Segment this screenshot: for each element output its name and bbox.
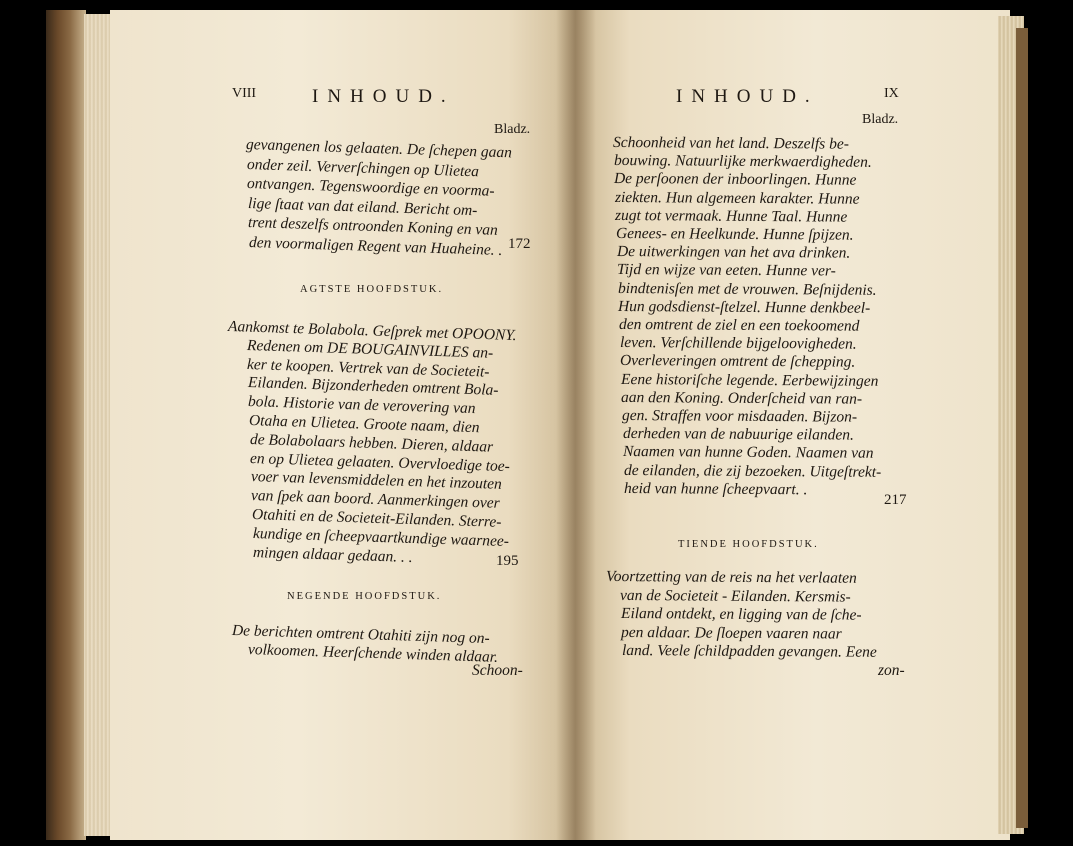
- left-block2-line: en op Ulietea gelaaten. Overvloedige toe-: [249, 449, 511, 475]
- right-block1-line: Naamen van hunne Goden. Naamen van: [623, 443, 874, 463]
- chapter-9-title: NEGENDE HOOFDSTUK.: [287, 591, 442, 602]
- chapter-8-title: AGTSTE HOOFDSTUK.: [300, 284, 444, 295]
- right-block2-line: pen aldaar. De ſloepen vaaren naar: [621, 623, 842, 643]
- right-block1-line: De uitwerkingen van het ava drinken.: [616, 243, 850, 262]
- right-block1-line: de eilanden, die zij bezoeken. Uitgeſtrekt-: [623, 461, 882, 481]
- right-block1-line: Schoonheid van het land. Deszelfs be-: [612, 134, 849, 153]
- left-block2-line: van ſpek aan boord. Aanmerkingen over: [251, 487, 501, 512]
- left-block1-line: den voormaligen Regent van Huaheine. .: [248, 234, 503, 259]
- right-block1-line: ziekten. Hun algemeen karakter. Hunne: [614, 188, 860, 208]
- left-block3-line: De berichten omtrent Otahiti zijn nog on-: [231, 622, 490, 648]
- left-page-number: VIII: [232, 86, 257, 101]
- left-page-ref-195: 195: [496, 553, 519, 569]
- left-block2-line: mingen aldaar gedaan. . .: [252, 543, 414, 566]
- left-block1-line: lige ſtaat van dat eiland. Bericht om-: [247, 194, 478, 220]
- chapter-10-title: TIENDE HOOFDSTUK.: [678, 539, 819, 550]
- left-block1-line: ontvangen. Tegenswoordige en voorma-: [246, 175, 496, 200]
- back-cover-edge: [1016, 28, 1028, 828]
- right-block1-line: Hun godsdienst-ſtelzel. Hunne denkbeel-: [618, 297, 871, 317]
- left-catchword: Schoon-: [472, 662, 523, 679]
- left-block1-line: trent deszelfs ontroonden Koning en van: [248, 214, 499, 240]
- left-block2-line: ker te koopen. Vertrek van de Societeit-: [246, 355, 490, 381]
- right-block1-line: heid van hunne ſcheepvaart. .: [624, 479, 808, 499]
- right-block1-line: bouwing. Natuurlijke merkwaerdigheden.: [613, 152, 872, 171]
- book-gutter: [556, 10, 596, 840]
- left-block3-line: volkoomen. Heerſchende winden aldaar.: [248, 641, 499, 666]
- left-block2-line: kundige en ſcheepvaartkundige waarnee-: [252, 524, 509, 550]
- left-block2-line: Redenen om DE BOUGAINVILLES an-: [246, 336, 493, 362]
- right-block1-line: Tijd en wijze van eeten. Hunne ver-: [617, 261, 837, 280]
- left-block2-line: de Bolabolaars hebben. Dieren, aldaar: [249, 430, 493, 456]
- left-block2-line: bola. Historie van de verovering van: [248, 393, 477, 418]
- right-block2-line: van de Societeit - Eilanden. Kersmis-: [620, 586, 852, 606]
- left-block2-line: voer van levensmiddelen en het inzouten: [250, 468, 502, 494]
- open-book: [46, 10, 1028, 840]
- right-block1-line: Genees- en Heelkunde. Hunne ſpijzen.: [615, 225, 854, 244]
- left-block2-line: Eilanden. Bijzonderheden omtrent Bola-: [247, 374, 499, 400]
- right-block1-line: derheden van de nabuurige eilanden.: [622, 425, 854, 444]
- right-block2-line: land. Veele ſchildpadden gevangen. Eene: [621, 642, 877, 662]
- left-block1-line: onder zeil. Ververſchingen op Ulietea: [246, 155, 479, 180]
- right-page-ref-217: 217: [884, 492, 907, 508]
- left-block2-line: Otahiti en de Societeit-Eilanden. Sterre-: [251, 506, 502, 531]
- left-block2-line: Aankomst te Bolabola. Geſprek met OPOONY.: [227, 318, 517, 345]
- left-page-header: INHOUD.: [312, 86, 455, 107]
- right-block2-line: Eiland ontdekt, en ligging van de ſche-: [620, 605, 862, 624]
- right-block1-line: zugt tot vermaak. Hunne Taal. Hunne: [615, 206, 848, 226]
- right-block1-line: Overleveringen omtrent de ſchepping.: [620, 352, 856, 372]
- left-bladz-label: Bladz.: [494, 122, 531, 137]
- right-block1-line: leven. Verſchillende bijgeloovigheden.: [619, 334, 857, 353]
- left-page-ref-172: 172: [508, 236, 531, 252]
- right-block1-line: bindtenisſen met de vrouwen. Beſnijdenis.: [617, 279, 877, 299]
- right-catchword: zon-: [878, 662, 905, 679]
- right-block1-line: Eene historiſche legende. Eerbewijzingen: [620, 370, 879, 390]
- right-page-header: INHOUD.: [676, 86, 819, 107]
- left-block1-line: gevangenen los gelaaten. De ſchepen gaan: [245, 136, 513, 162]
- left-block2-line: Otaha en Ulietea. Groote naam, dien: [248, 412, 480, 437]
- right-bladz-label: Bladz.: [862, 112, 899, 127]
- right-block1-line: gen. Straffen voor misdaaden. Bijzon-: [621, 407, 858, 426]
- right-block1-line: De perſoonen der inboorlingen. Hunne: [614, 170, 857, 190]
- right-block2-line: Voortzetting van de reis na het verlaaten: [605, 568, 857, 587]
- right-page-number: IX: [884, 86, 899, 101]
- right-block1-line: aan den Koning. Onderſcheid van ran-: [621, 388, 863, 408]
- right-block1-line: den omtrent de ziel en een toekoomend: [618, 316, 860, 335]
- book-binding-edge: [46, 10, 86, 840]
